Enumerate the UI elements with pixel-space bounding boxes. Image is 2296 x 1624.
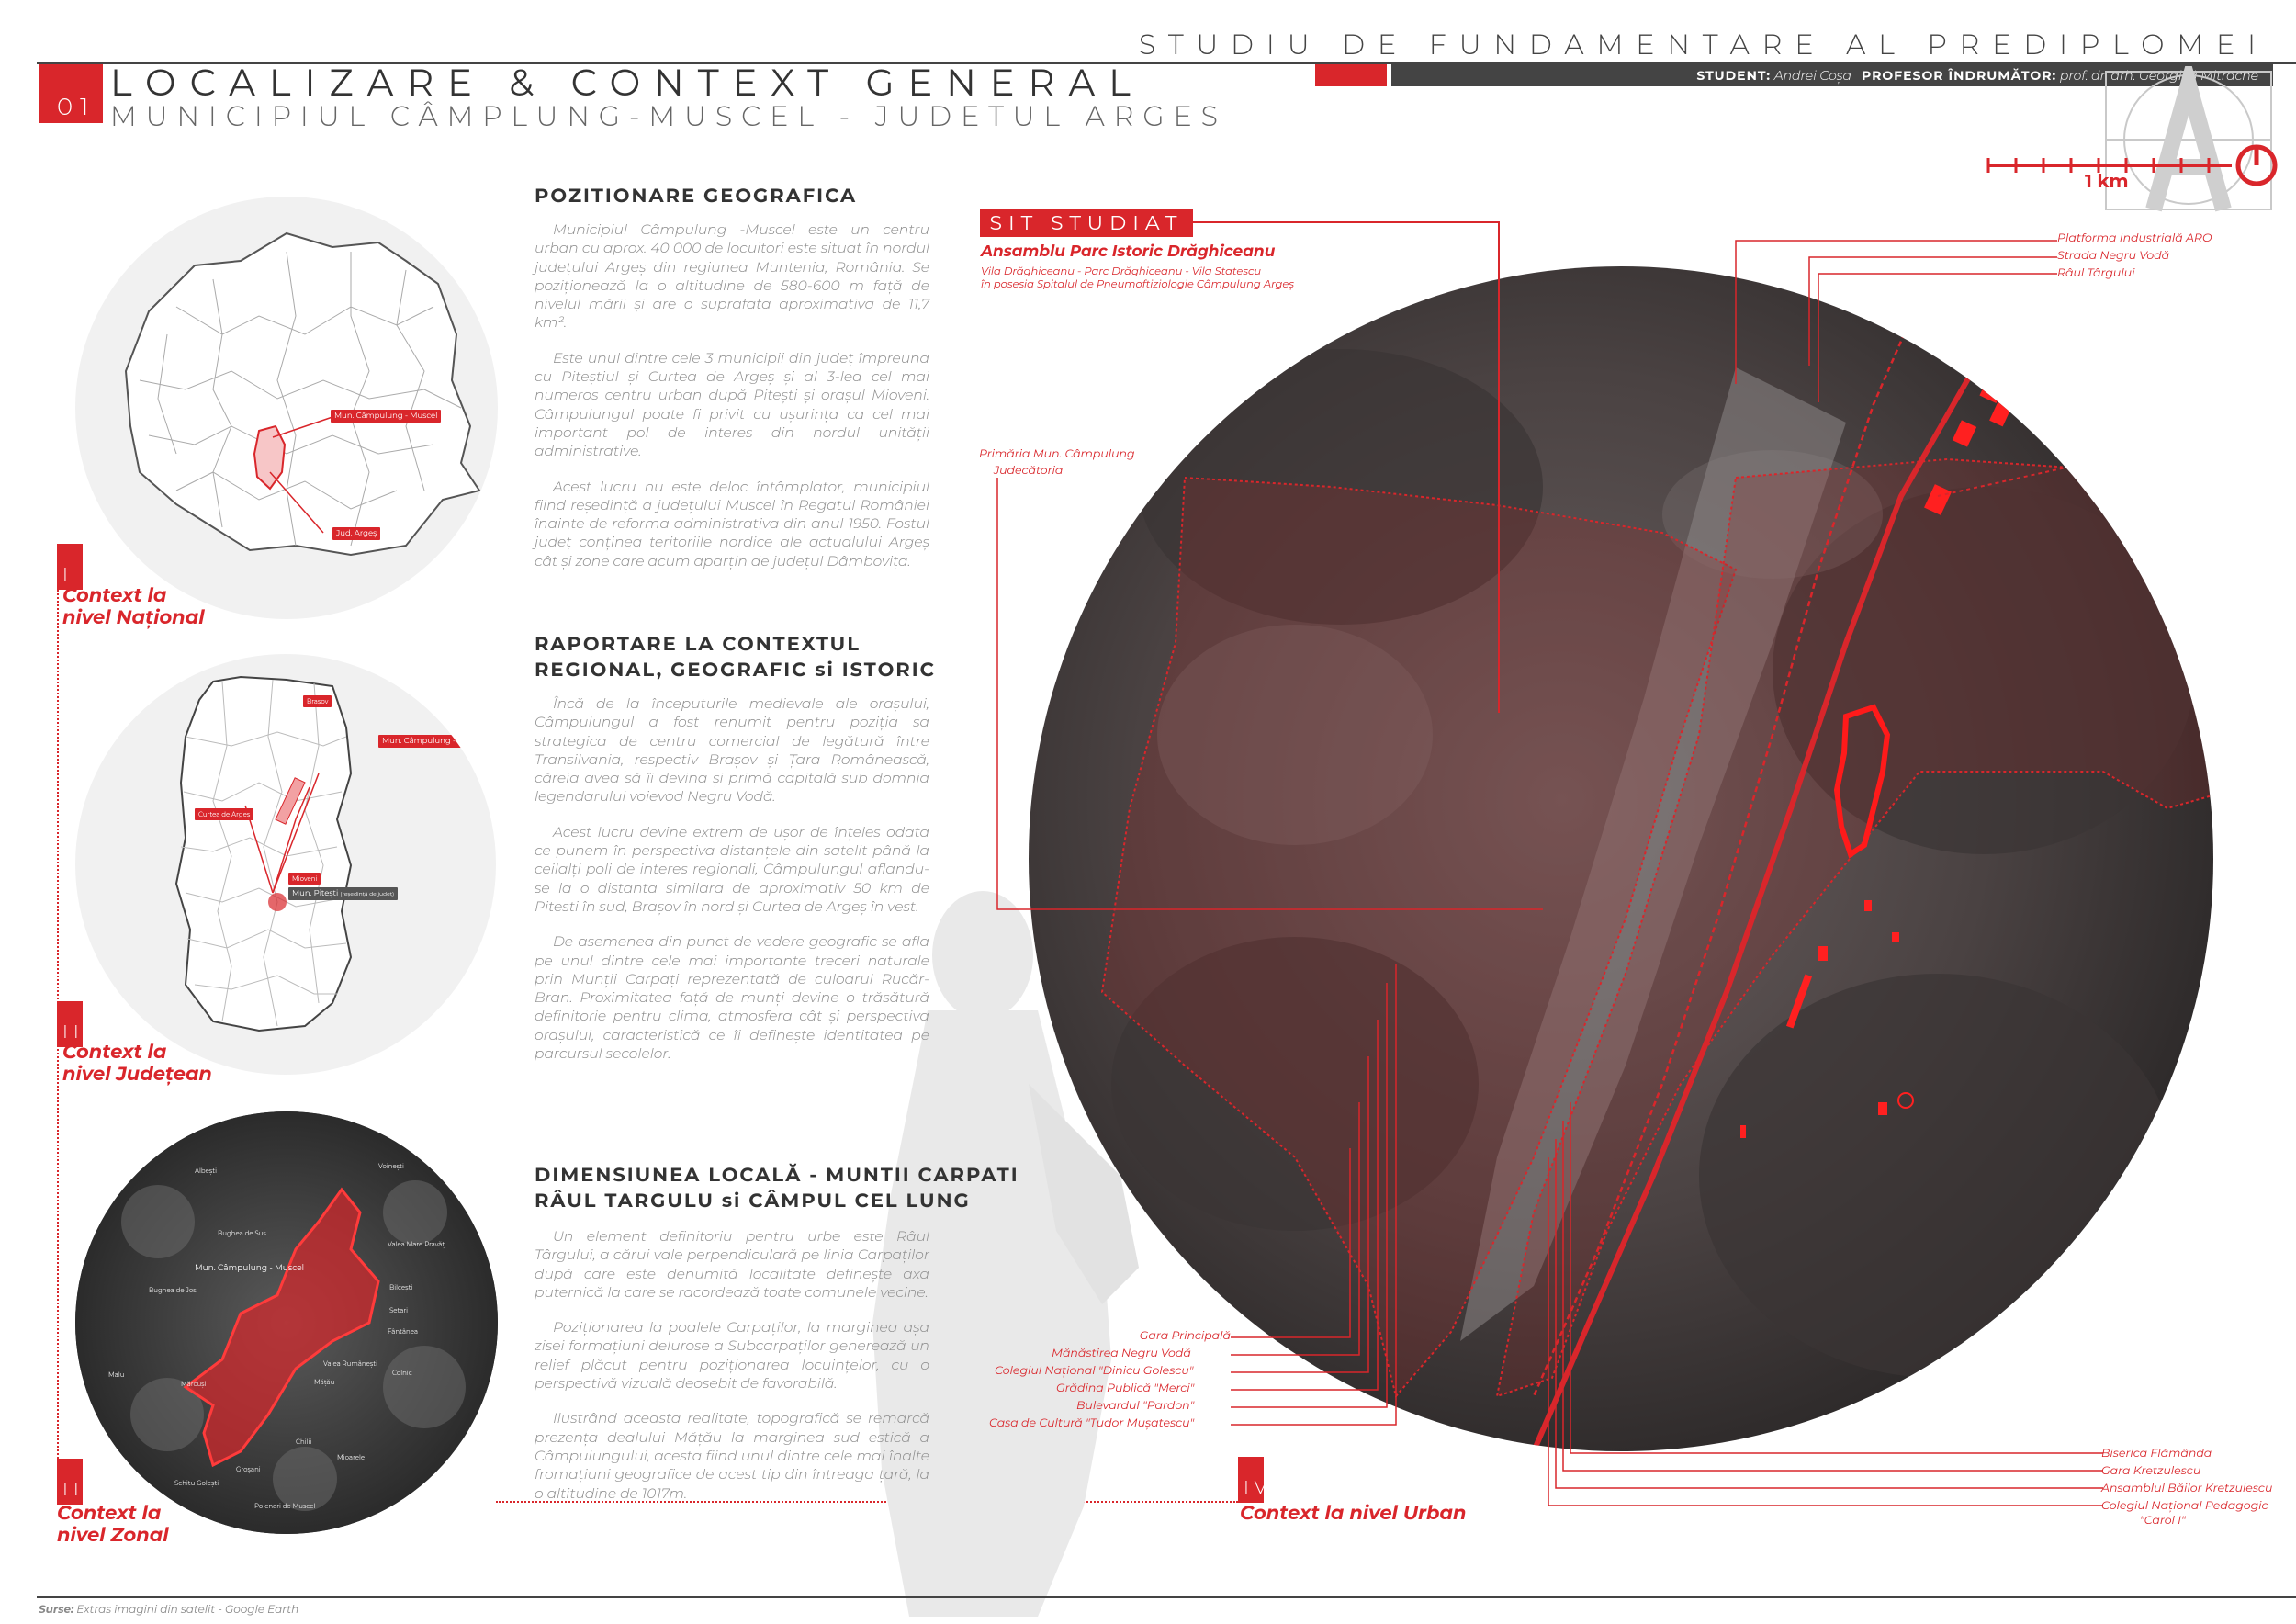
map-label: Gara Principală [1139,1329,1231,1343]
map-label: Platforma Industrială ARO [2057,231,2212,245]
source-text: Extras imagini din satelit - Google Earth [76,1603,299,1617]
site-desc-1: Vila Drăghiceanu - Parc Drăghiceanu - Vila Statescu [981,265,1262,277]
map-label: Primăria Mun. Câmpulung [979,447,1135,461]
context-3-label [57,1503,169,1547]
studied-site-box: SIT STUDIAT [980,209,1193,237]
county-pin-brasov: Brașov [303,695,332,707]
paragraph: Acest lucru nu este deloc întâmplator, municipiul fiind reședință a județului Muscel în Regatul României înainte de reforma administrativa din anul 1950. Fostul județ conținea teritoriile nordice ale actualului Argeș cât și zone care acum aparțin de județul Dâmbovița. [535,477,929,570]
page-title: LOCALIZARE & CONTEXT GENERAL [110,61,1144,106]
map-label: Ansamblul Băilor Kretzulescu [2101,1482,2273,1495]
county-pin-curtea: Curtea de Argeș [195,808,253,820]
student-label: STUDENT: [1696,67,1772,84]
county-map-circle [75,654,496,1075]
zonal-place: Mărcuși [181,1380,207,1388]
zonal-place: Mioarele [337,1453,366,1461]
county-pin-mioveni: Mioveni [288,873,321,885]
map-label: Râul Târgului [2057,266,2135,280]
heading-line: DIMENSIUNEA LOCALĂ - MUNTII CARPATI [535,1164,1019,1187]
national-pin-county: Jud. Argeș [332,527,380,540]
section-text [535,694,929,1079]
paragraph: Municipiul Câmpulung -Muscel este un centru urban cu aprox. 40 000 de locuitori este situat în nordul județului Argeș din regiunea Muntenia, România. Se poziționează la o altitudine de 580-600 m față de nivelul mării și are o suprafata aproximativa de 11,7 km². [535,220,929,332]
header-red-tab [1315,64,1387,86]
context-box-4 [1238,1457,1273,1503]
paragraph: De asemenea din punct de vedere geografic se afla pe unul dintre cele mai importante treceri naturale prin Munții Carpați reprezentată de culoarul Rucăr- Bran. Proximitatea față de munți devine o trăsătură definitorie pentru clima, atmosfera cât și perspectiva orașului, caracteristică ce îi definește identitatea pe parcursul secolelor. [535,932,929,1063]
bottom-left-leaders [1231,964,1506,1433]
zonal-city: Mun. Câmpulung - Muscel [195,1263,305,1273]
context-2-line2: nivel Județean [62,1063,212,1086]
section-text [535,220,929,587]
county-pitesti-label: Mun. Pitești [292,889,339,898]
romania-map [75,197,498,619]
zonal-place: Valea Rumânești [323,1359,378,1368]
footer-rule [37,1596,2296,1598]
map-label: Mănăstirea Negru Vodă [1052,1347,1191,1360]
county-pitesti-note: (reședință de județ) [340,890,395,897]
zonal-place: Bughea de Sus [218,1229,266,1237]
context-1-roman: I [62,564,73,586]
zonal-place: Colnic [392,1369,412,1377]
context-1-label [62,585,205,629]
page-subtitle: MUNICIPIUL CÂMPLUNG-MUSCEL - JUDETUL ARGES [110,99,1227,133]
map-label: Casa de Cultură "Tudor Mușatescu" [989,1416,1195,1430]
context-2-line1: Context la [62,1041,167,1064]
site-name: Ansamblu Parc Istoric Drăghiceanu [981,242,1276,261]
zonal-satellite-map [75,1111,498,1534]
project-title: STUDIU DE FUNDAMENTARE AL PREDIPLOMEI [1138,28,2268,62]
map-label: Strada Negru Vodă [2057,249,2170,263]
zonal-place: Bilcești [389,1283,413,1291]
zonal-map-circle [75,1111,498,1534]
paragraph: Acest lucru devine extrem de ușor de înțeles odata ce punem în perspectiva distanțele din satelit până la ceilalți poli de interes regionali, Câmpulungul aflandu-se la o distanta similara de aproximativ 50 km de Pitesti în sud, Brașov în nord și Curtea de Argeș în vest. [535,822,929,915]
site-desc-2: în posesia Spitalul de Pneumoftiziologie Câmpulung Argeș [981,277,1294,290]
source-note [39,1603,298,1617]
context-4-label: Context la nivel Urban [1240,1502,1467,1525]
zonal-place: Voinești [378,1162,404,1170]
zonal-place: Bughea de Jos [149,1286,197,1294]
context-3-line1: Context la [57,1502,162,1525]
arges-county-map [75,654,496,1075]
context-3-roman: III [62,1479,96,1501]
zonal-place: Malu [108,1370,125,1379]
zonal-place: Fântânea [388,1327,418,1336]
student-name: Andrei Coșa [1773,67,1851,84]
top-right-leaders [1727,237,2057,623]
zonal-place: Mățău [314,1378,335,1386]
zonal-place: Poienari de Muscel [254,1502,316,1510]
heading-line: RÂUL TARGULU si CÂMPUL CEL LUNG [535,1190,971,1212]
zonal-place: Setari [389,1306,409,1314]
paragraph: Este unul dintre cele 3 municipii din județ împreuna cu Piteștiul și Curtea de Argeș și al 3-lea cel mai numeros centru urban după Pitești și orașul Mioveni. Câmpulungul poate fi privit cu ușurința ca cel mai important pol de interes din nordul unității administrative. [535,348,929,460]
paragraph: Poziționarea la poalele Carpaților, la marginea așa zisei formațiuni delurose a Subcarpaților generează un relief plăcut pentru poziționarea locuințelor, cu o perspectivă vizuală deosebit de favorabilă. [535,1318,929,1393]
county-pin-pitesti [288,887,398,900]
zonal-place: Valea Mare Pravăț [388,1240,445,1248]
bottom-right-leaders [1515,1084,2103,1516]
section-heading [535,1163,1019,1214]
context-2-roman: II [62,1021,84,1043]
professor-name: prof. dr. arh. Georgică Mitrache [2059,67,2258,84]
paragraph: Un element definitoriu pentru urbe este Râul Târgului, a cărui vale perpendiculară pe linia Carpaților după care este denumită localitate definește axa puternică la care se racordează toate comunele vecine. [535,1227,929,1301]
county-pin-city: Mun. Câmpulung - Muscel [378,735,489,748]
map-label: Gara Kretzulescu [2101,1464,2201,1478]
section-heading [535,632,936,683]
section-text [535,1227,929,1519]
scale-label: 1 km [2085,171,2129,193]
context-connector-line [57,590,59,1462]
scale-bar [1984,138,2287,193]
sheet-number: 01 [57,92,96,121]
zonal-place: Schitu Golești [174,1479,219,1487]
paragraph: Ilustrând aceasta realitate, topografică se remarcă prezența dealului Mățău la marginea sud estică a Câmpulungului, acesta fiind unul dintre cele mai înalte fromațiuni geografice de acest tip din întreaga țară, la o altitudine de 1017m. [535,1409,929,1502]
source-label: Surse: [39,1603,74,1617]
professor-label: PROFESOR ÎNDRUMĂTOR: [1861,67,2057,84]
map-label: Biserica Flămânda [2101,1447,2212,1460]
context-4-roman: IV [1244,1477,1273,1499]
context-1-line1: Context la [62,584,167,607]
national-map-circle [75,197,498,619]
map-label: Colegiul Național Pedagogic [2101,1499,2268,1513]
paragraph: Încă de la începuturile medievale ale orașului, Câmpulungul a fost renumit pentru poziția sa strategica de centru comercial de legătură între Transilvania, respectiv Brașov și Țara Românească, căreia avea să îi devina și primă capitală sub domnia legendarului voievod Negru Vodă. [535,694,929,806]
left-leaders [992,478,1598,937]
context-2-label [62,1042,212,1086]
sheet-number-box [39,64,103,123]
national-pin-city: Mun. Câmpulung - Muscel [331,410,441,423]
context-box-1 [57,544,83,590]
map-label: Judecătoria [994,464,1064,478]
map-label: Colegiul Național "Dinicu Golescu" [995,1364,1194,1378]
zonal-place: Chilii [296,1438,312,1446]
context-box-3 [57,1459,96,1505]
map-label: Bulevardul "Pardon" [1076,1399,1195,1413]
heading-line: REGIONAL, GEOGRAFIC si ISTORIC [535,659,936,682]
zonal-place: Albești [195,1167,218,1175]
section-heading: POZITIONARE GEOGRAFICA [535,185,858,208]
context-3-line2: nivel Zonal [57,1524,169,1547]
zonal-place: Groșani [236,1465,261,1473]
heading-line: RAPORTARE LA CONTEXTUL [535,633,861,656]
map-label: Grădina Publică "Merci" [1056,1382,1195,1395]
map-label: "Carol I" [2140,1514,2186,1528]
context-1-line2: nivel Național [62,606,205,629]
